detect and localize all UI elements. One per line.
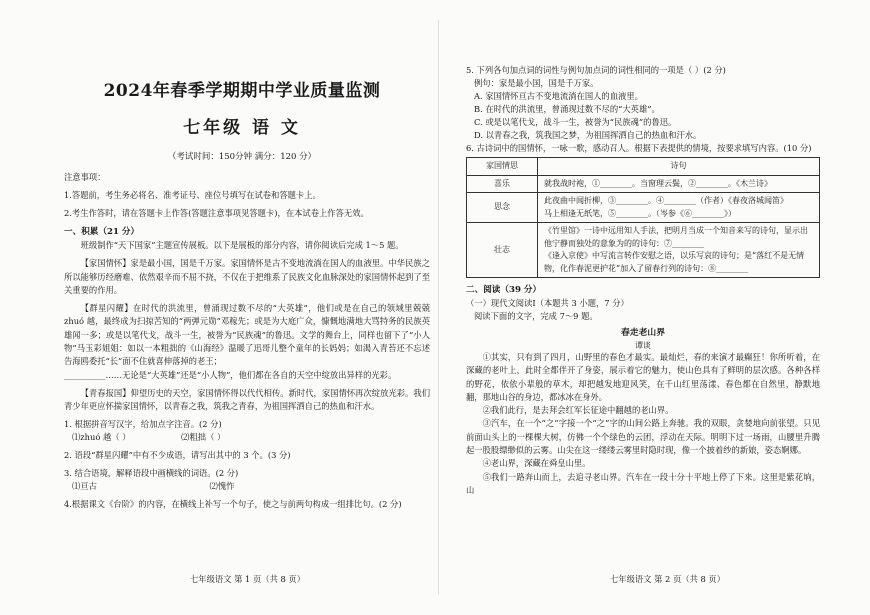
poem-table	[466, 157, 820, 278]
question-5-option-a: A. 家国情怀亘古不变地流淌在国人的血液里。	[474, 91, 643, 101]
page-2	[440, 0, 870, 615]
question-5-option-c: C. 或是以笔代戈，战斗一生，被誉为“民族魂”的鲁迅。	[474, 117, 677, 127]
article-author: 谭谈	[635, 341, 651, 350]
note-2: 2.考生作答时，请在答题卡上作答(答题注意事项见答题卡)，在本试卷上作答无效。	[64, 208, 369, 218]
article-paragraph-1: ①其实，只有到了四月，山野里的春色才最实。最灿烂，春的来演才最癫狂！你所听着，在深藏的老叶上，此时全都伴开了身姿，展示着它的魅力，使山色具有了鲜明的层次感。各种各样的野花，依依小辈般的草木，却把越发地迎风笑，在千山红里荡漾、春色都在自然里，静默地翻，那地山谷的身边，都冰冰在身外。	[466, 352, 820, 402]
table-row	[467, 175, 820, 193]
page-1-footer: 七年级语文 第 1 页（共 8 页）	[190, 574, 306, 584]
question-3-item-b: ⑵愧怍	[209, 481, 235, 492]
table-header-theme: 家国情思	[467, 158, 538, 176]
question-5-option-b: B. 在时代的洪流里，曾涌现过数不尽的“大英雄”。	[474, 104, 660, 114]
row-content	[538, 175, 820, 193]
row-line: 马上相逢无纸笔，⑤________。（岑参《⑥________》）	[544, 208, 736, 218]
poem-table-header	[467, 158, 820, 176]
row-theme: 喜乐	[467, 175, 538, 193]
note-1: 1.答题前，考生务必将名、准考证号、座位号填写在试卷和答题卡上。	[64, 190, 321, 200]
row-theme: 壮志	[467, 223, 538, 278]
question-6: 6. 古诗词中的国情怀，一咏一歌，感动召人。根据下表提供的情境，按要求填写内容。(10 分)	[466, 143, 812, 153]
article-paragraph-2: ②我们此行，是去拜会红军长征途中翻越的老山界。	[482, 405, 674, 416]
subsection-1-intro: 阅读下面的文字，完成 7～9 题。	[474, 311, 598, 321]
row-content	[538, 223, 820, 278]
question-5: 5. 下列各句加点词的词性与例句加点词的词性相同的一项是（ ）(2 分)	[466, 65, 726, 75]
question-5-example: 例句：家是最小国，国是千万家。	[474, 78, 599, 88]
question-1-item-b: ⑵粗拙（ ）	[181, 432, 226, 443]
question-3: 3. 结合语境，解释语段中画横线的词语。(2 分)	[64, 468, 239, 479]
row-line: 《逢入京使》中写流言转作安慰之语，以乐写哀的诗句；是“落红不是无情物，化作春泥更护花”加入了留春行列的诗句：⑧________	[544, 251, 805, 273]
row-content	[538, 193, 820, 223]
exam-title: 2024年春季学期期中学业质量监测	[103, 81, 381, 101]
question-4: 4.根据课文《台阶》的内容，在横线上补写一个句子，使之与前两句构成一组排比句。(2 分)	[64, 499, 402, 510]
paragraph-blank-line: __________……无论是“大英雄”还是“小人物”，他们都在各自的天空中绽放出异样的光彩。	[64, 369, 397, 380]
row-line: 《竹里馆》一诗中远用知人手法，把明月当成一个知音来写的诗句，显示出他宁静而独处的意象为的的诗句：⑦________	[544, 226, 808, 248]
question-2: 2. 语段“群星闪耀”中有不少成语，请写出其中的 3 个。(3 分)	[64, 450, 291, 461]
subsection-1-heading: （一）现代文阅读Ⅰ（本题共 3 小题，7 分）	[466, 298, 629, 308]
section-2-heading: 二、阅读（39 分）	[466, 285, 542, 295]
question-1-item-a: ⑴zhuó 越（ ）	[72, 432, 131, 443]
table-row	[467, 193, 820, 223]
page-2-footer: 七年级语文 第 2 页（共 8 页）	[610, 574, 726, 584]
section-1-intro: 班级制作“天下国家”主题宣传展板。以下是展板的部分内容，请你阅读后完成 1～5 题。	[80, 240, 404, 250]
table-header-poem: 诗句	[538, 158, 820, 176]
row-theme: 思念	[467, 193, 538, 223]
question-1: 1. 根据拼音写汉字，给加点字注音。(2 分)	[64, 419, 222, 430]
article-paragraph-4: ④老山界，深藏在舜皇山里。	[482, 458, 591, 469]
article-paragraph-5: ⑤我们一路奔山而上，去追寻老山界。汽车在一段十分十平地上停了下来。这里是紫花垧，山	[466, 471, 820, 495]
question-5-option-d: D. 以青春之我，筑我国之梦，为祖国挥洒自己的热血和汗水。	[474, 130, 702, 140]
question-3-item-a: ⑴亘古	[72, 481, 97, 492]
question-3-items	[64, 480, 430, 493]
paragraph-youth: 【青春报国】仰望历史的天空，家国情怀得以代代相传。新时代，家国情怀再次绽放光彩。我们青少年更应怀揣家国情怀，以青春之我，筑我之青春，为祖国挥洒自己的热血和汗水。	[64, 387, 430, 411]
article-title: 春走老山界	[621, 328, 665, 338]
row-line: 就我战时袍，①________。当窗理云鬓，②________。《木兰诗》	[544, 178, 772, 188]
notes-heading: 注意事项：	[64, 172, 106, 182]
exam-subtitle: 七年级 语 文	[183, 118, 301, 138]
table-row	[467, 223, 820, 278]
article-paragraph-3: ③汽车，在一个“之”字接一个“之”字的山间公路上奔驰。我的双眼，贪婪地向前张望。只见前面山头上的一棵棵大树，仿佛一个个绿色的云团，浮动在天际。明明下过一场雨，山腰里升腾起一股股缥缈似的云雾。山尖在这一缕缕云雾里时隐时现，像一个披着纱的新娘，姿态婀娜。	[466, 418, 820, 456]
row-line: 此夜曲中闻折柳，③________。④________（作者）《春夜洛城闻笛》	[544, 196, 788, 205]
paragraph-stars: 【群星闪耀】在时代的洪流里，曾涌现过数不尽的“大英雄”，他们或是在自己的领域里兢兢 zhuó 越，最终成为扫掠苦知的“两弹元勋”邓稼先；或是为大庭广众，慷慨地满地大骂特务的民族英雄闻一多；或是以笔代戈，战斗一生，被誉为“民族魂”的鲁迅。文学的舞台上，同样也留下了“小人物”马玉彩姐姐：如以一本粗拙的《山海经》温暖了迅哥儿整个童年的长妈妈；如渴入青苔还不忘述告海鸥委托“长”面不住就喜伸落掉的老王；	[64, 303, 430, 367]
exam-info: （考试时间：150分钟 满分：120 分）	[167, 152, 317, 162]
paragraph-family-nation: 【家国情怀】家是最小国，国是千万家。家国情怀是古不变地流淌在国人的血液里。中华民族之所以能够历经磨难、依然艰辛而不屈不挠，不仅在于把维系了民族文化血脉深处的家国情怀起到了至关重要的作用。	[64, 258, 430, 295]
section-1-heading: 一、积累（21 分）	[64, 227, 140, 237]
question-1-items	[64, 431, 430, 444]
